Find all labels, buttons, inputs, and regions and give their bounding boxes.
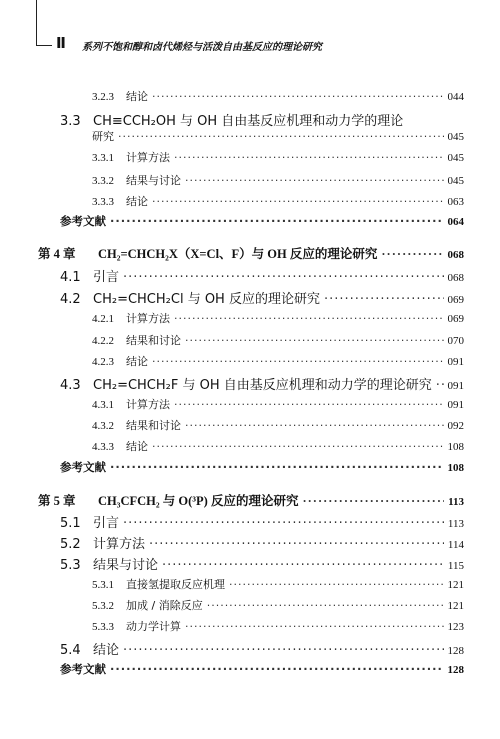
toc-page-number: 063 — [447, 196, 464, 208]
toc-dot-leader — [174, 398, 444, 411]
toc-entry-title: CH₂=CHCH₂X（X=Cl、F）与 OH 反应的理论研究 — [98, 247, 378, 261]
toc-entry-title: 加成 / 消除反应 — [126, 599, 203, 612]
toc-entry-title: 结果与讨论 — [93, 558, 159, 573]
toc-entry-number: 5.2 — [60, 537, 81, 552]
toc-entry-number: 5.1 — [60, 516, 81, 531]
toc-dot-leader — [152, 90, 444, 103]
toc-dot-leader — [152, 195, 444, 208]
toc-entry-number: 4.3.2 — [92, 420, 114, 432]
toc-entry-title: 结论 — [126, 195, 148, 208]
toc-entry-title: 直接氢提取反应机理 — [126, 578, 225, 591]
page-number: Ⅱ — [56, 34, 65, 52]
toc-entry-number: 第 4 章 — [38, 247, 76, 261]
toc-entry — [92, 149, 464, 165]
toc-page-number: 044 — [447, 91, 464, 103]
toc-dot-leader — [174, 312, 444, 325]
toc-dot-leader — [229, 578, 444, 591]
toc-entry-number: 4.1 — [60, 270, 81, 285]
toc-entry-title: 参考文献 — [60, 662, 106, 676]
toc-dot-leader — [123, 516, 444, 531]
toc-page-number: 070 — [447, 335, 464, 347]
toc-entry — [92, 353, 464, 369]
toc-entry-title: 动力学计算 — [126, 620, 181, 633]
toc-page-number: 045 — [447, 175, 464, 187]
toc-entry — [60, 266, 464, 285]
toc-dot-leader — [207, 599, 444, 612]
toc-entry — [92, 193, 464, 209]
toc-dot-leader — [185, 419, 444, 432]
toc-dot-leader — [302, 494, 444, 509]
toc-entry-title: 结论 — [126, 355, 148, 368]
toc-page-number: 123 — [447, 621, 464, 633]
toc-page-number: 115 — [447, 560, 464, 572]
toc-entry — [60, 639, 464, 658]
toc-entry — [92, 618, 464, 634]
toc-entry-title: CH₂=CHCH₂Cl 与 OH 反应的理论研究 — [93, 292, 320, 307]
toc-references-entry — [60, 213, 464, 229]
toc-dot-leader — [381, 247, 443, 262]
toc-dot-leader — [162, 558, 444, 573]
toc-entry — [92, 396, 464, 412]
toc-dot-leader — [174, 151, 444, 164]
toc-page-number: 108 — [447, 441, 464, 453]
toc-page-number: 091 — [447, 356, 464, 368]
toc-page-number: 069 — [447, 294, 464, 306]
toc-entry — [92, 128, 464, 144]
toc-dot-leader — [123, 270, 443, 285]
toc-dot-leader — [110, 460, 444, 474]
toc-page-number: 128 — [447, 645, 464, 657]
toc-entry-title: 研究 — [92, 130, 114, 143]
toc-entry — [60, 554, 464, 573]
toc-entry-number: 3.3.3 — [92, 196, 114, 208]
toc-page-number: 092 — [447, 420, 464, 432]
toc-dot-leader — [436, 378, 444, 393]
toc-entry-number: 4.3.3 — [92, 441, 114, 453]
toc-dot-leader — [152, 355, 444, 368]
toc-entry-number: 4.2 — [60, 292, 81, 307]
toc-entry-title: 引言 — [93, 516, 120, 531]
toc-entry — [60, 110, 464, 129]
toc-dot-leader — [185, 620, 444, 633]
toc-entry-number: 5.3 — [60, 558, 81, 573]
toc-page-number: 121 — [447, 579, 464, 591]
toc-page-number: 091 — [447, 399, 464, 411]
toc-entry-number: 4.3.1 — [92, 399, 114, 411]
toc-entry-number: 4.3 — [60, 378, 81, 393]
toc-entry — [92, 88, 464, 104]
toc-chapter-entry — [38, 244, 464, 262]
toc-page-number: 064 — [447, 216, 464, 228]
toc-dot-leader — [324, 292, 444, 307]
toc-entry — [92, 332, 464, 348]
toc-entry — [92, 417, 464, 433]
toc-entry-number: 3.3.2 — [92, 175, 114, 187]
toc-page-number: 068 — [447, 272, 464, 284]
toc-page-number: 108 — [447, 462, 464, 474]
toc-page-number: 068 — [447, 249, 464, 261]
toc-entry-number: 3.3.1 — [92, 152, 114, 164]
toc-entry-number: 5.4 — [60, 643, 81, 658]
toc-entry-number: 5.3.3 — [92, 621, 114, 633]
toc-entry-title: 结论 — [126, 90, 148, 103]
toc-entry — [60, 512, 464, 531]
toc-entry-number: 4.2.3 — [92, 356, 114, 368]
toc-entry — [92, 172, 464, 188]
toc-entry — [92, 438, 464, 454]
toc-dot-leader — [185, 174, 444, 187]
toc-chapter-entry — [38, 491, 464, 509]
toc-page-number: 121 — [447, 600, 464, 612]
toc-dot-leader — [123, 643, 443, 658]
toc-entry-title: CH₃CFCH₂ 与 O(³P) 反应的理论研究 — [98, 494, 299, 508]
toc-references-entry — [60, 661, 464, 677]
toc-entry — [60, 288, 464, 307]
toc-entry-title: CH₂=CHCH₂F 与 OH 自由基反应机理和动力学的理论研究 — [93, 378, 432, 393]
toc-page-number: 091 — [447, 380, 464, 392]
toc-entry-title: 计算方法 — [126, 151, 170, 164]
toc-entry — [60, 533, 464, 552]
toc-entry-number: 5.3.2 — [92, 600, 114, 612]
page-header — [0, 0, 500, 60]
toc-entry-number: 3.3 — [60, 114, 81, 129]
toc-entry-title: 计算方法 — [126, 312, 170, 325]
toc-entry-title: 结果与讨论 — [126, 174, 181, 187]
toc-page-number: 114 — [447, 539, 464, 551]
toc-dot-leader — [152, 440, 444, 453]
corner-mark-vertical — [36, 0, 37, 46]
toc-entry — [92, 597, 464, 613]
toc-entry-title: CH≡CCH₂OH 与 OH 自由基反应机理和动力学的理论 — [93, 114, 404, 129]
toc-page-number: 113 — [447, 518, 464, 530]
toc-entry-title: 结论 — [126, 440, 148, 453]
toc-entry-number: 4.2.1 — [92, 313, 114, 325]
toc-page-number: 113 — [448, 496, 464, 508]
toc-entry-title: 计算方法 — [93, 537, 146, 552]
toc-page-number: 128 — [447, 664, 464, 676]
toc-entry — [92, 576, 464, 592]
toc-dot-leader — [149, 537, 444, 552]
toc-entry-number: 第 5 章 — [38, 494, 76, 508]
toc-entry — [92, 310, 464, 326]
toc-references-entry — [60, 459, 464, 475]
toc-entry-title: 引言 — [93, 270, 120, 285]
toc-dot-leader — [110, 662, 444, 676]
toc-entry-title: 参考文献 — [60, 214, 106, 228]
toc-entry-title: 结果和讨论 — [126, 334, 181, 347]
toc-entry-number: 3.2.3 — [92, 91, 114, 103]
toc-entry-title: 结论 — [93, 643, 120, 658]
toc-dot-leader — [118, 130, 444, 143]
toc-page-number: 069 — [447, 313, 464, 325]
toc-entry-title: 结果和讨论 — [126, 419, 181, 432]
toc-dot-leader — [110, 214, 444, 228]
toc-entry-title: 计算方法 — [126, 398, 170, 411]
toc-page-number: 045 — [447, 152, 464, 164]
toc-entry — [60, 374, 464, 393]
corner-mark-horizontal — [36, 45, 52, 46]
toc-entry-title: 参考文献 — [60, 460, 106, 474]
toc-page-number: 045 — [447, 131, 464, 143]
toc-entry-number: 5.3.1 — [92, 579, 114, 591]
running-title: 系列不饱和醇和卤代烯烃与活泼自由基反应的理论研究 — [82, 42, 322, 53]
toc-dot-leader — [185, 334, 444, 347]
toc-entry-number: 4.2.2 — [92, 335, 114, 347]
